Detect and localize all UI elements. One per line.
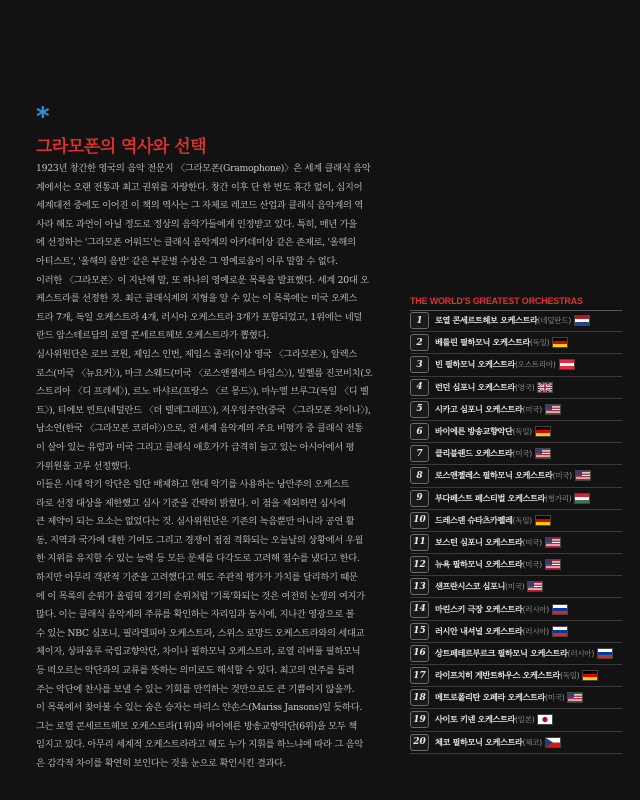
list-item (410, 621, 622, 643)
list-item (410, 310, 622, 332)
body-line: 주는 악단에 찬사를 보낼 수 있는 기회를 만끽하는 것만으로도 큰 기쁨이지 않을까. (36, 683, 355, 695)
rank-badge: 14 (410, 601, 429, 618)
flag-hu-icon (574, 493, 590, 504)
orchestra-name: 상트페테르부르크 필하모닉 오케스트라 (435, 647, 568, 658)
orchestra-country: (미국) (512, 449, 532, 459)
body-line: 계에서는 오랜 전통과 최고 권위를 자랑한다. 창간 이후 단 한 번도 휴간 없이, 십지어 (36, 181, 363, 193)
orchestra-country: (헝가리) (545, 493, 572, 503)
body-line: 에 이 목록의 순위가 올림픽 경기의 순위처럼 '기록'화되는 것은 여전히 논쟁의 여지가 (36, 590, 365, 602)
rank-badge: 19 (410, 711, 429, 728)
rank-badge: 12 (410, 556, 429, 573)
rank-badge: 16 (410, 645, 429, 662)
body-line: 이 목록에서 찾아볼 수 있는 숨은 승자는 마리스 얀손스(Mariss Jansons)일 듯하다. (36, 702, 363, 714)
orchestra-name: 부다페스트 페스티벌 오케스트라 (435, 492, 546, 503)
orchestra-name: 마린스키 극장 오케스트라 (435, 603, 523, 614)
body-line: 체이자, 상파울루 국립교향악단, 차이나 필하모닉 오케스트라, 로열 리버풀 필하모닉 (36, 646, 361, 658)
flag-cz-icon (545, 737, 561, 748)
section-title: 그라모폰의 역사와 선택 (36, 137, 207, 157)
flag-us-icon (567, 692, 583, 703)
orchestra-name: 로스앤젤레스 필하모닉 오케스트라 (435, 470, 553, 481)
section-asterisk-icon: * (36, 102, 50, 132)
orchestra-name: 샌프란시스코 심포니 (435, 581, 506, 592)
orchestra-list (410, 310, 622, 754)
flag-us-icon (535, 448, 551, 459)
orchestra-name: 로열 콘세르트헤보 오케스트라 (435, 315, 538, 326)
body-line: 세계대전 중에도 이어진 이 책의 역사는 그 자체로 레코드 산업과 클래식 음악계의 역 (36, 200, 364, 212)
flag-us-icon (545, 537, 561, 548)
orchestra-country: (오스트리아) (515, 360, 556, 370)
body-line: 임지고 있다. 아무리 세계적 오케스트라라고 해도 누가 지휘를 하느냐에 따라 그 음악 (36, 739, 364, 751)
orchestra-name: 빈 필하모닉 오케스트라 (435, 359, 515, 370)
rank-badge: 3 (410, 356, 429, 373)
body-line: 심사위원단은 로브 코원, 제임스 인번, 제임스 졸리(이상 영국 〈그라모폰〉), 알렉스 (36, 348, 357, 360)
body-line: 그는 로열 콘세르트헤보 오케스트라(1위)와 바이에른 방송교향악단(6위)을 모두 책 (36, 720, 357, 732)
orchestra-list-heading: THE WORLD'S GREATEST ORCHESTRAS (410, 296, 583, 306)
body-line: 하지만 아무리 객관적 기준을 고려했다고 해도 주관적 평가가 가치를 달리하기 때문 (36, 572, 358, 584)
orchestra-country: (독일) (530, 338, 550, 348)
rank-badge: 15 (410, 623, 429, 640)
flag-us-icon (527, 581, 543, 592)
body-line: 아티스트', '올해의 음반' 같은 부문별 수상은 그 영예로움이 이루 말할 수 없다. (36, 255, 338, 267)
orchestra-name: 러시안 내셔널 오케스트라 (435, 625, 523, 636)
list-item (410, 488, 622, 510)
body-line: 큰 제약이 되는 요소는 없었다는 것. 심사위원단은 기존의 녹음뿐만 아니라 공연 활 (36, 516, 355, 528)
rank-badge: 20 (410, 734, 429, 751)
list-item (410, 377, 622, 399)
orchestra-name: 런던 심포니 오케스트라 (435, 381, 515, 392)
list-item (410, 532, 622, 554)
body-line: 한 지위를 유지할 수 있는 능력 등 모든 문제를 다각도로 고려해 점수를 냈다고 한다. (36, 553, 360, 565)
rank-badge: 1 (410, 312, 429, 329)
orchestra-name: 바이에른 방송교향악단 (435, 426, 513, 437)
orchestra-country: (영국) (515, 382, 535, 392)
rank-badge: 6 (410, 423, 429, 440)
orchestra-country: (미국) (522, 560, 542, 570)
body-line: 트〉), 티에보 빈트(네덜란드 〈더 텔레그래프〉), 저우잉주안(중국 〈그라모폰 차이나〉), (36, 404, 371, 416)
body-line: 라로 선정 대상을 제한했고 심사 기준을 간략히 밝혔다. 이 점을 제외하면 심사에 (36, 497, 346, 509)
rank-badge: 11 (410, 534, 429, 551)
list-item (410, 665, 622, 687)
orchestra-name: 체코 필하모닉 오케스트라 (435, 736, 523, 747)
list-item (410, 399, 622, 421)
rank-badge: 4 (410, 379, 429, 396)
flag-gb-icon (537, 382, 553, 393)
body-line: 에 선정하는 '그라모폰 어워드'는 클래식 음악계의 아카데미상 같은 존재로, '올해의 (36, 237, 356, 249)
flag-jp-icon (537, 714, 553, 725)
body-line: 로스(미국 〈뉴요커〉), 마크 스웨드(미국 〈로스앤젤레스 타임스〉), 빌헬름 진코비치(오 (36, 367, 373, 379)
body-line: 1923년 창간한 영국의 음악 전문지 〈그라모폰(Gramophone)〉은 세계 클래식 음악 (36, 163, 371, 174)
orchestra-name: 베를린 필하모닉 오케스트라 (435, 337, 531, 348)
orchestra-name: 드레스덴 슈타츠카펠레 (435, 514, 513, 525)
body-line: 스트리아 〈디 프레세〉), 르노 마샤르(프랑스 〈르 몽드〉), 마누엘 브루그(독일 〈디 벨 (36, 386, 369, 398)
list-item (410, 465, 622, 487)
orchestra-country: (네덜란드) (537, 316, 571, 326)
orchestra-name: 뉴욕 필하모닉 오케스트라 (435, 559, 523, 570)
orchestra-country: (독일) (512, 515, 532, 525)
body-line: 동, 지역과 국가에 대한 기여도 그리고 경쟁이 점점 격화되는 오늘날의 상황에서 우월 (36, 534, 364, 546)
orchestra-country: (미국) (522, 537, 542, 547)
rank-badge: 8 (410, 467, 429, 484)
list-item (410, 598, 622, 620)
list-item (410, 354, 622, 376)
body-line: 케스트라를 선정한 것. 최근 클래식계의 지형을 알 수 있는 이 목록에는 미국 오케스 (36, 293, 357, 305)
rank-badge: 7 (410, 445, 429, 462)
flag-us-icon (545, 559, 561, 570)
orchestra-country: (독일) (512, 427, 532, 437)
body-line: 은 감각적 차이를 확연히 보인다는 것을 눈으로 확인시킨 결과다. (36, 758, 286, 769)
rank-badge: 17 (410, 667, 429, 684)
orchestra-country: (미국) (552, 471, 572, 481)
body-line: 수 있는 NBC 심포니, 필라델피아 오케스트라, 스위스 로망드 오케스트라와의 세대교 (36, 627, 365, 639)
flag-us-icon (545, 404, 561, 415)
flag-de-icon (535, 515, 551, 526)
orchestra-name: 메트로폴리탄 오페라 오케스트라 (435, 692, 546, 703)
list-item (410, 643, 622, 665)
rank-badge: 5 (410, 401, 429, 418)
body-line: 남소연(한국 〈그라모폰 코리아〉)으로, 전 세계 음악계의 주요 비평가 중 클래식 전통 (36, 423, 363, 435)
rank-badge: 9 (410, 490, 429, 507)
orchestra-name: 보스턴 심포니 오케스트라 (435, 536, 523, 547)
orchestra-country: (러시아) (522, 626, 549, 636)
list-item (410, 709, 622, 731)
body-line: 이 살아 있는 유럽과 미국 그리고 클래식 애호가가 급격히 늘고 있는 아시아에서 평 (36, 441, 355, 453)
orchestra-country: (미국) (505, 582, 525, 592)
body-line: 트라 7개, 독일 오케스트라 4개, 러시아 오케스트라 3개가 포함되었고, 1위에는 네덜 (36, 311, 363, 323)
orchestra-country: (독일) (560, 671, 580, 681)
orchestra-name: 라이프치히 게반트하우스 오케스트라 (435, 670, 561, 681)
flag-us-icon (575, 470, 591, 481)
orchestra-country: (러시아) (567, 648, 594, 658)
list-item (410, 332, 622, 354)
body-line: 란드 암스테르담의 로열 콘세르트헤보 오케스트라가 뽑혔다. (36, 330, 269, 342)
rank-badge: 13 (410, 578, 429, 595)
flag-ru-icon (597, 648, 613, 659)
flag-ru-icon (552, 626, 568, 637)
orchestra-country: (미국) (522, 404, 542, 414)
rank-badge: 2 (410, 334, 429, 351)
orchestra-name: 시카고 심포니 오케스트라 (435, 403, 523, 414)
flag-at-icon (559, 359, 575, 370)
orchestra-name: 클리블랜드 오케스트라 (435, 448, 513, 459)
list-item (410, 732, 622, 754)
orchestra-country: (미국) (545, 693, 565, 703)
flag-de-icon (535, 426, 551, 437)
article-body (36, 160, 410, 774)
body-line: 가위원을 고루 선정했다. (36, 460, 131, 472)
list-item (410, 554, 622, 576)
flag-nl-icon (574, 315, 590, 326)
flag-ru-icon (552, 604, 568, 615)
body-line: 등 떠오르는 악단과의 교류를 뜻하는 의미로도 해석할 수 있다. 최고의 연주를 들려 (36, 665, 355, 677)
orchestra-name: 사이토 키넨 오케스트라 (435, 714, 515, 725)
orchestra-country: (체코) (522, 737, 542, 747)
list-item (410, 510, 622, 532)
orchestra-country: (러시아) (522, 604, 549, 614)
body-line: 사라 해도 과언이 아닐 정도로 정상의 음악가들에게 인정받고 있다. 특히, 매년 가을 (36, 218, 357, 230)
list-item (410, 443, 622, 465)
flag-de-icon (582, 670, 598, 681)
rank-badge: 18 (410, 689, 429, 706)
list-item (410, 576, 622, 598)
body-line: 많다. 이는 클래식 음악계의 주류를 확인하는 자리임과 동시에, 지나간 영광으로 볼 (36, 609, 355, 621)
list-item (410, 421, 622, 443)
list-item (410, 687, 622, 709)
flag-de-icon (552, 337, 568, 348)
body-line: 이들은 시대 악기 악단은 일단 배제하고 현대 악기를 사용하는 낭만주의 오케스트 (36, 479, 350, 491)
body-line: 이러한 〈그라모폰〉이 지난해 말, 또 하나의 영예로운 목록을 발표했다. 세계 20대 오 (36, 274, 369, 286)
rank-badge: 10 (410, 512, 429, 529)
orchestra-country: (일본) (515, 715, 535, 725)
